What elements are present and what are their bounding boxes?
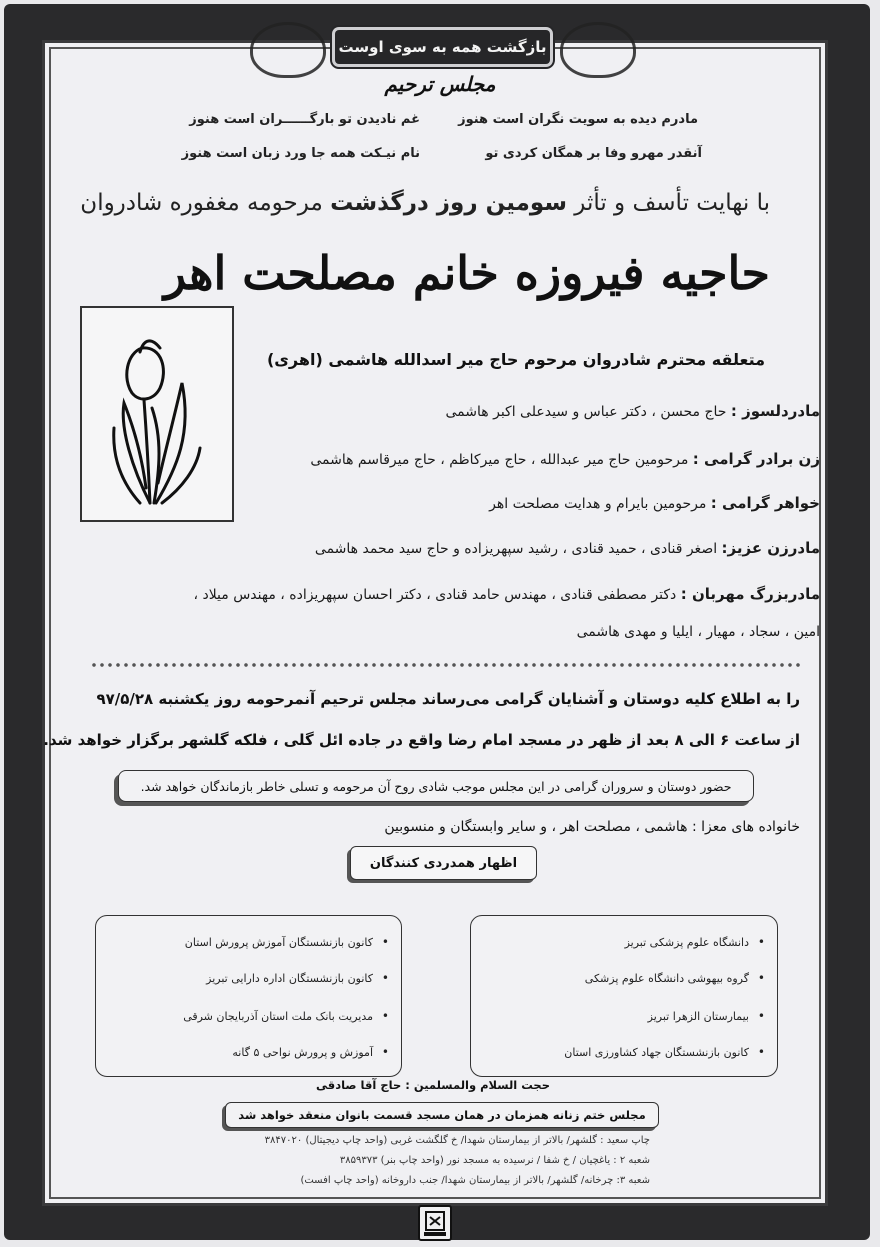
orgs-box-right [470,915,778,1077]
print-line-2: شعبه ۲ : یاغچیان / خ شفا / نرسیده به مسجد نور (واحد چاپ بنر) ۳۸۵۹۳۷۳ [339,1155,650,1166]
org-item: کانون بازنشستگان اداره دارایی تبریز • [206,972,373,985]
intro-line [80,190,770,216]
relative-row [310,450,820,468]
relative-row [446,402,820,420]
intro-before: با نهایت تأسف و تأثر [574,190,770,216]
relative-row [489,494,820,512]
announcement-line-2: از ساعت ۶ الی ۸ بعد از ظهر در مسجد امام رضا واقع در جاده ائل گلی ، فلکه گلشهر برگزار خواهد شد. [43,731,800,749]
orgs-box-left [95,915,402,1077]
org-item: آموزش و پرورش نواحی ۵ گانه • [232,1046,373,1059]
cleric-line: حجت السلام والمسلمین : حاج آقا صادقی [316,1078,550,1092]
presence-note-box: حضور دوستان و سروران گرامی در این مجلس موجب شادی روح آن مرحومه و تسلی خاطر بازماندگان خواهد شد. [118,770,754,802]
relative-text: حاج محسن ، دکتر عباس و سیدعلی اکبر هاشمی [445,404,727,420]
poem-line-1-left: غم نادیدن تو بارگــــــران است هنوز [189,112,420,127]
org-item: دانشگاه علوم پزشکی تبریز • [625,936,749,949]
org-item: مدیریت بانک ملت استان آذربایجان شرقی • [183,1010,373,1023]
deceased-name: حاجیه فیروزه خانم مصلحت اهر [163,246,770,300]
announcement-line-1: را به اطلاع کلیه دوستان و آشنایان گرامی می‌رساند مجلس ترحیم آنمرحومه روز یکشنبه ۹۷/۵/۲۸ [96,690,800,708]
tulip-image [80,306,234,522]
relative-text: مرحومین بایرام و هدایت مصلحت اهر [489,496,707,512]
org-item: بیمارستان الزهرا تبریز • [648,1010,749,1023]
women-session-box: مجلس ختم زنانه همزمان در همان مسجد قسمت بانوان منعقد خواهد شد [225,1102,659,1128]
relative-label: مادرزن عزیز: [721,539,820,557]
top-banner: بازگشت همه به سوی اوست [335,30,550,64]
majles-title: مجلس ترحیم [384,72,496,96]
print-line-1: چاپ سعید : گلشهر/ بالاتر از بیمارستان شهدا/ خ گلگشت غربی (واحد چاپ دیجیتال) ۳۸۴۷۰۲۰ [264,1135,650,1146]
relative-label: مادربزرگ مهربان : [680,585,820,603]
relative-text: مرحومین حاج میر عبدالله ، حاج میرکاظم ، حاج میرقاسم هاشمی [310,452,689,468]
poem-line-1-right: مادرم دیده به سویت نگران است هنوز [458,112,698,127]
relative-label: زن برادر گرامی : [692,450,820,468]
intro-after: مرحومه مغفوره شادروان [80,190,323,216]
relative-text: دکتر مصطفی قنادی ، مهندس حامد قنادی ، دکتر احسان سپهریزاده ، مهندس میلاد ، [193,587,677,603]
org-item: کانون بازنشستگان آموزش پرورش استان • [185,936,373,949]
org-item: گروه بیهوشی دانشگاه علوم پزشکی • [585,972,749,985]
tulip-icon [82,308,232,520]
relative-text: اصغر قنادی ، حمید قنادی ، رشید سپهریزاده و حاج سید محمد هاشمی [314,541,718,557]
relative-label: مادردلسوز : [730,402,820,420]
scroll-ornament-left [250,22,326,78]
relative-row [193,585,820,603]
spouse-line: متعلقه محترم شادروان مرحوم حاج میر اسدالله هاشمی (اهری) [266,350,765,369]
print-line-3: شعبه ۳: چرخانه/ گلشهر/ بالاتر از بیمارستان شهدا/ جنب داروخانه (واحد چاپ افست) [300,1175,650,1186]
relative-row [315,539,820,557]
grandchildren-continuation: امین ، سجاد ، مهیار ، ایلیا و مهدی هاشمی [576,624,820,640]
scroll-ornament-right [560,22,636,78]
poem-line-2-right: آنقدر مهرو وفا بر همگان کردی تو [485,146,702,161]
poem-line-2-left: نام نیـکت همه جا ورد زبان است هنوز [181,146,420,161]
star-divider [90,660,800,670]
relative-label: خواهر گرامی : [710,494,820,512]
family-line: خانواده های معزا : هاشمی ، مصلحت اهر ، و سایر وابستگان و منسوبین [384,819,800,835]
condolence-header: اظهار همدردی کنندگان [350,846,537,880]
printer-logo-icon [418,1205,452,1241]
intro-bold: سومین روز درگذشت [330,190,567,216]
org-item: کانون بازنشستگان جهاد کشاورزی استان • [564,1046,749,1059]
